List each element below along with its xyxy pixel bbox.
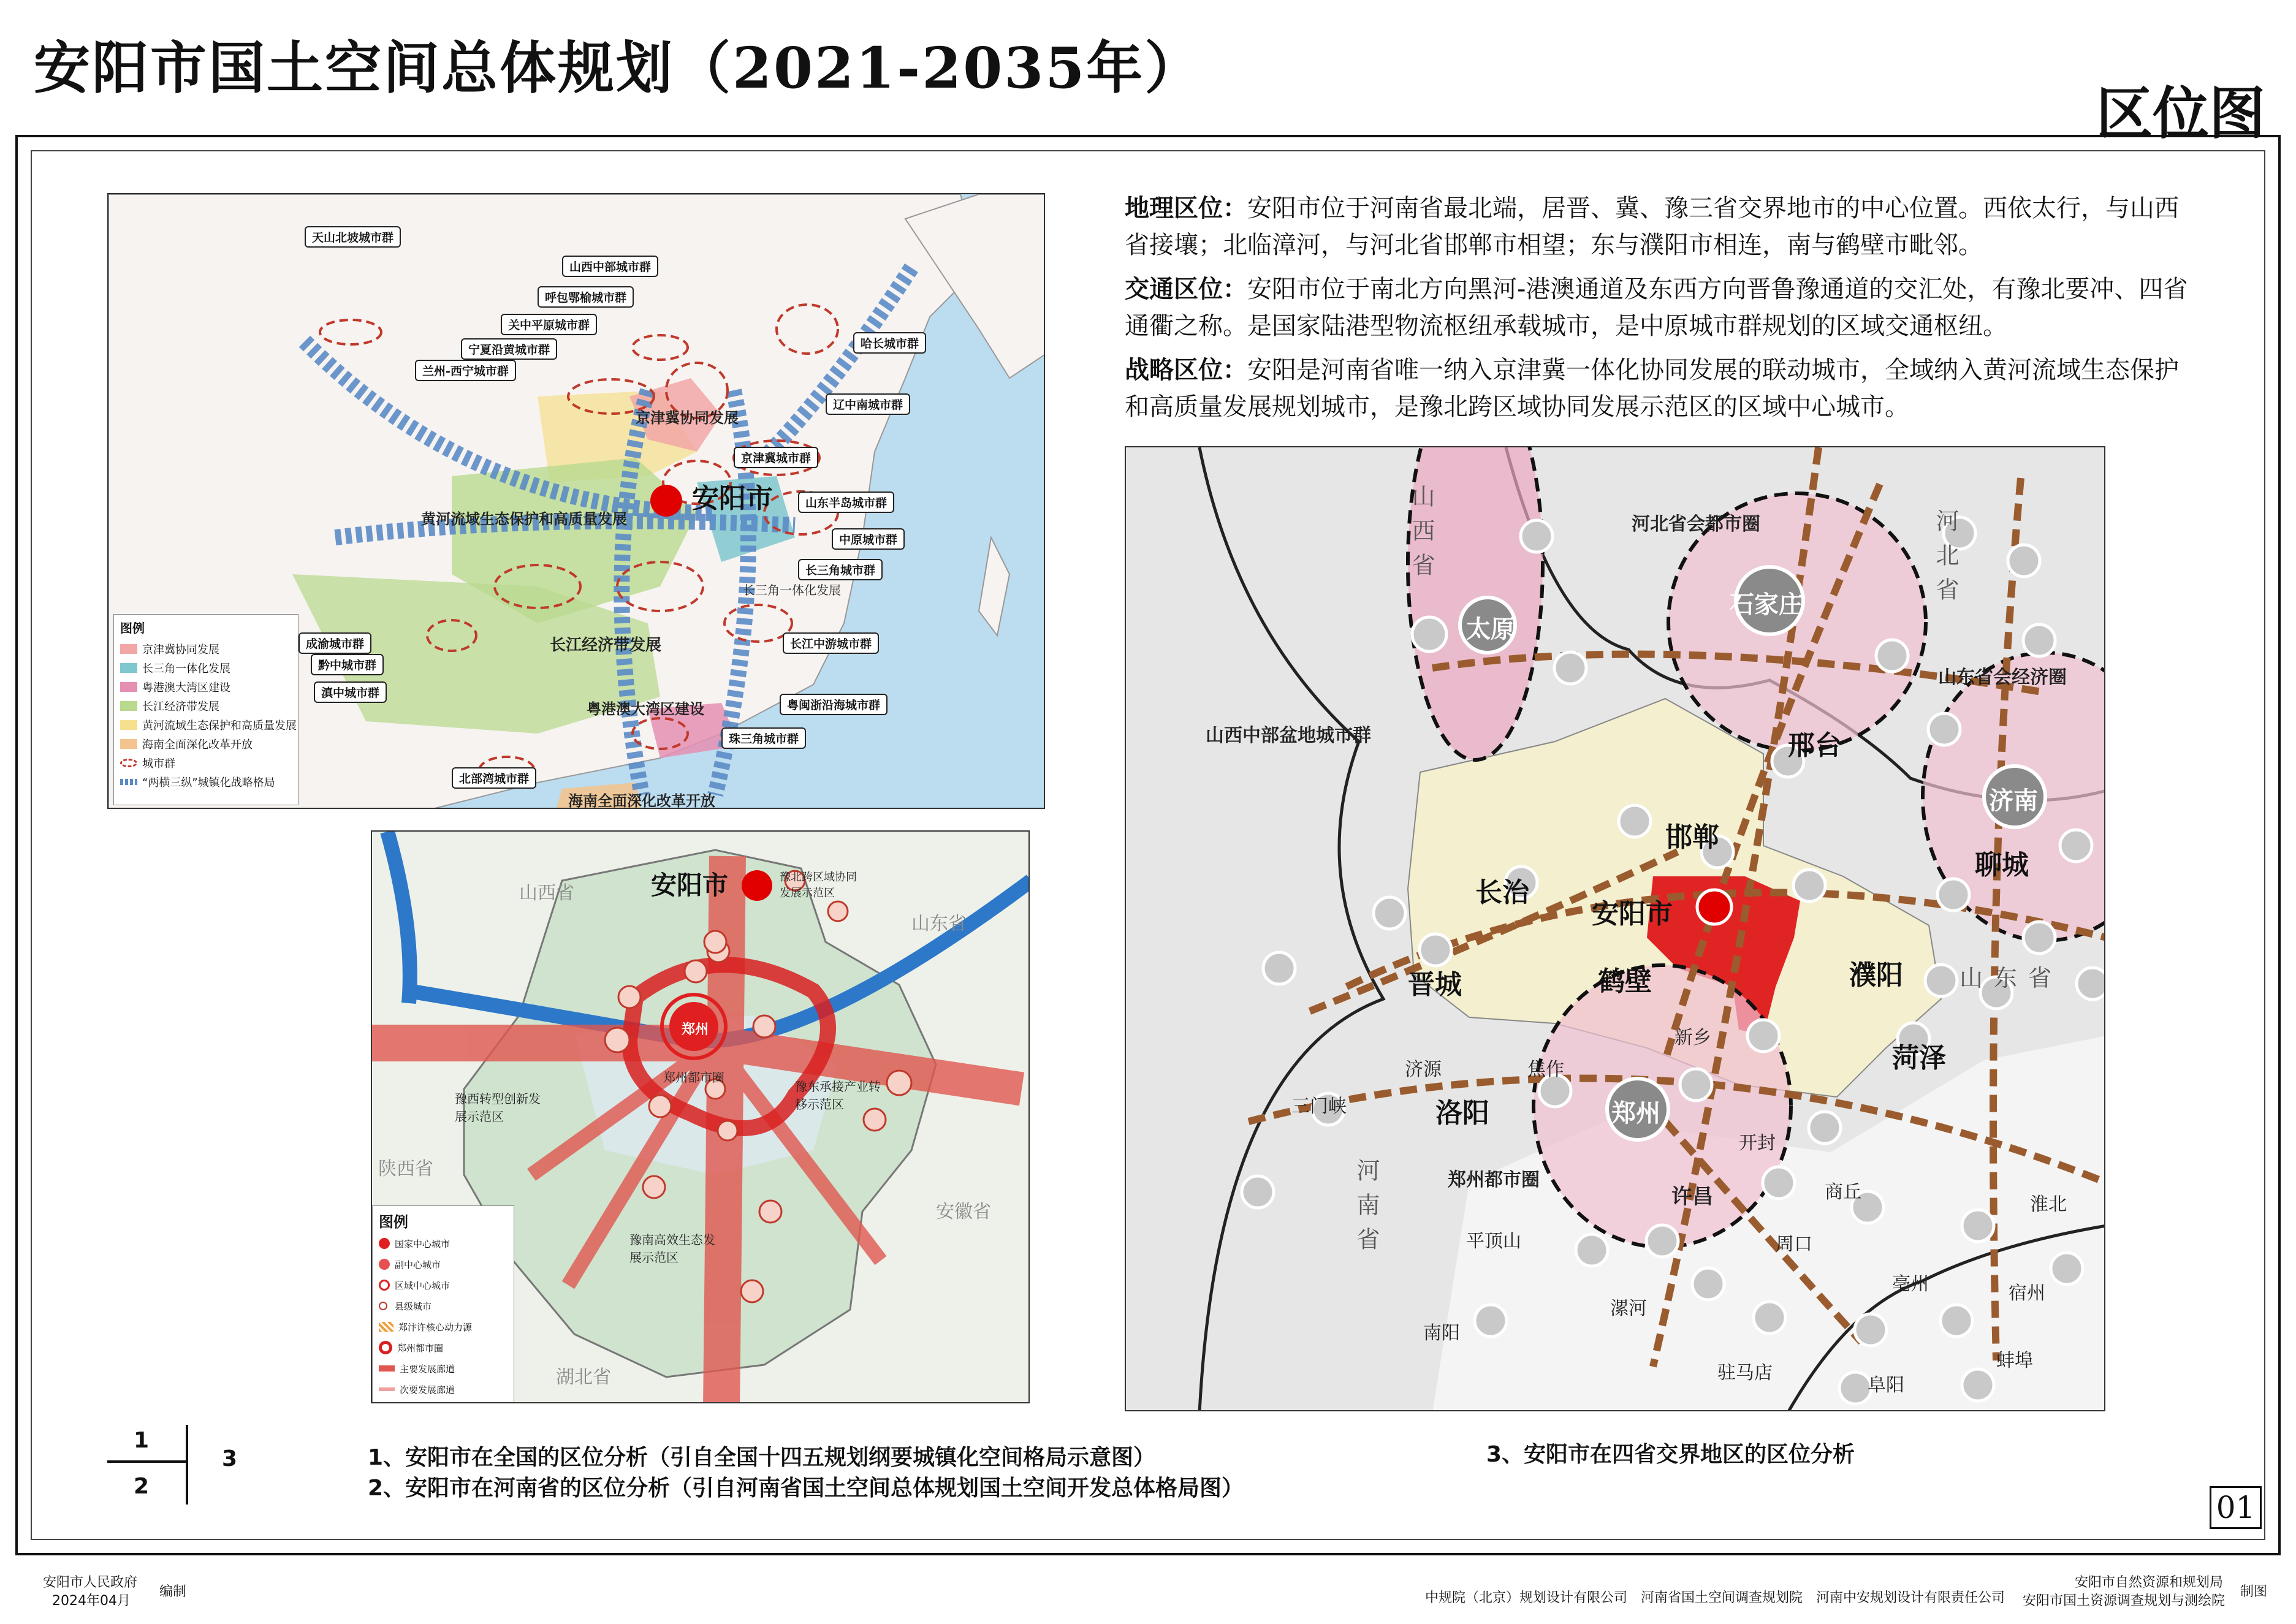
- label-city: 三门峡: [1291, 1096, 1347, 1117]
- label-city: 开封: [1739, 1133, 1776, 1154]
- label-city: 周口: [1776, 1234, 1812, 1255]
- legend-item: 海南全面深化改革开放: [120, 734, 297, 753]
- legend-item: 长江经济带发展: [120, 696, 297, 715]
- tag-city-group: 宁夏沿黄城市群: [461, 338, 557, 360]
- tag-city-group: 珠三角城市群: [721, 727, 806, 749]
- tag-city-group: 长三角城市群: [798, 559, 883, 580]
- footer-compiled: 编制: [159, 1584, 187, 1599]
- label-zz-circle: 郑州都市圈: [1448, 1169, 1540, 1191]
- label-city: 邯郸: [1665, 822, 1719, 853]
- label-zhengzhou: 郑州: [682, 1022, 709, 1038]
- legend-item: 城市群: [120, 753, 297, 772]
- label-province: 山东省: [1960, 965, 2063, 992]
- layout-index-3: 3: [222, 1446, 238, 1471]
- tag-city-group: 呼包鄂榆城市群: [538, 286, 634, 308]
- label-city: 漯河: [1610, 1298, 1647, 1319]
- label-province: 山西省: [519, 882, 574, 904]
- footer-gov: 安阳市人民政府: [43, 1575, 138, 1590]
- label-city: 鹤壁: [1598, 966, 1652, 997]
- geo-text: 安阳市位于河南省最北端，居晋、冀、豫三省交界地市的中心位置。西依太行，与山西省接壤；北临漳河，与河北省邯郸市相望；东与濮阳市相连，南与鹤壁市毗邻。: [1125, 194, 2179, 259]
- label-big-city: 太原: [1466, 615, 1515, 643]
- legend-item: 县级城市: [379, 1296, 472, 1316]
- label-city: 焦作: [1527, 1059, 1564, 1080]
- label-big-city: 郑州: [1611, 1099, 1660, 1128]
- caption-1: 1、安阳市在全国的区位分析（引自全国十四五规划纲要城镇化空间格局示意图）: [368, 1445, 1156, 1470]
- strategy-paragraph: [1125, 352, 2197, 425]
- label-province: 陕西省: [378, 1158, 433, 1180]
- footer-made: 制图: [2240, 1584, 2268, 1599]
- label-west-zone: 豫西转型创新发展示范区: [455, 1091, 541, 1124]
- label-shanxi-basin: 山西中部盆地城市群: [1206, 725, 1371, 746]
- label-province: 河北省: [1932, 509, 1959, 612]
- label-anyang: 安阳市: [651, 870, 729, 900]
- junction-map: [1125, 446, 2105, 1411]
- label-yangtze-delta: 长三角一体化发展: [743, 583, 841, 598]
- page-subtitle: 区位图: [2096, 80, 2265, 146]
- label-city: 阜阳: [1868, 1375, 1904, 1396]
- legend-item: 京津冀协同发展: [120, 639, 297, 658]
- layout-index-lines: [107, 1425, 199, 1508]
- label-yangtze-belt: 长江经济带发展: [550, 636, 662, 655]
- layout-index-1: 1: [134, 1428, 150, 1453]
- tag-city-group: 京津冀城市群: [734, 447, 818, 468]
- national-legend: [113, 614, 298, 805]
- legend-item: 区域中心城市: [379, 1275, 472, 1296]
- label-gba: 粤港澳大湾区建设: [587, 700, 704, 718]
- footer-org2: 安阳市国土资源调查规划与测绘院: [2023, 1593, 2226, 1609]
- label-province: 安徽省: [936, 1201, 991, 1223]
- page-title: 安阳市国土空间总体规划（2021-2035年）: [34, 35, 1203, 101]
- label-province: 山西省: [1408, 484, 1435, 587]
- label-hebei-circle: 河北省会都市圈: [1632, 514, 1760, 535]
- tag-city-group: 辽中南城市群: [826, 393, 910, 415]
- label-south-zone: 豫南高效生态发展示范区: [629, 1232, 715, 1265]
- legend-item: 黄河流域生态保护和高质量发展: [120, 715, 297, 734]
- label-province: 湖北省: [556, 1367, 611, 1388]
- label-city: 济源: [1405, 1059, 1442, 1080]
- label-city: 濮阳: [1849, 960, 1903, 991]
- label-city: 商丘: [1825, 1182, 1861, 1203]
- legend-title: 图例: [379, 1213, 408, 1231]
- label-city: 许昌: [1671, 1185, 1713, 1209]
- label-big-city: 济南: [1989, 787, 2038, 815]
- traffic-paragraph: [1125, 271, 2197, 344]
- label-zz-circle: 郑州都市圈: [663, 1070, 724, 1085]
- legend-item: 国家中心城市: [379, 1233, 472, 1254]
- label-hainan: 海南全面深化改革开放: [568, 792, 715, 809]
- tag-city-group: 山东半岛城市群: [798, 491, 894, 513]
- national-map: [107, 193, 1045, 809]
- tag-city-group: 天山北坡城市群: [305, 226, 401, 248]
- footer-org1: 安阳市自然资源和规划局: [2075, 1575, 2224, 1590]
- tag-city-group: 粤闽浙沿海城市群: [780, 694, 888, 715]
- label-city: 亳州: [1892, 1273, 1929, 1295]
- legend-item: 长三角一体化发展: [120, 658, 297, 677]
- label-east-zone: 豫东承接产业转移示范区: [795, 1079, 881, 1112]
- henan-legend: [372, 1205, 514, 1403]
- layout-index-2: 2: [134, 1474, 150, 1499]
- strategy-text: 安阳是河南省唯一纳入京津冀一体化协同发展的联动城市，全域纳入黄河流域生态保护和高质量发展规划城市，是豫北跨区域协同发展示范区的区域中心城市。: [1125, 356, 2179, 421]
- geo-paragraph: [1125, 190, 2197, 264]
- legend-item: 主要发展廊道: [379, 1358, 472, 1379]
- description-block: [1125, 190, 2197, 425]
- label-city: 蚌埠: [1996, 1350, 2033, 1372]
- label-city: 宿州: [2009, 1283, 2045, 1304]
- legend-item: 副中心城市: [379, 1254, 472, 1275]
- label-city: 菏泽: [1892, 1042, 1946, 1074]
- legend-title: 图例: [120, 621, 145, 636]
- traffic-text: 安阳市位于南北方向黑河-港澳通道及东西方向晋鲁豫通道的交汇处，有豫北要冲、四省通衢之称。是国家陆港型物流枢纽承载城市，是中原城市群规划的区域交通枢纽。: [1125, 275, 2188, 340]
- label-city: 安阳市: [1592, 898, 1673, 930]
- label-city: 新乡: [1674, 1027, 1711, 1049]
- page-number: 01: [2210, 1486, 2262, 1529]
- caption-3: 3、安阳市在四省交界地区的区位分析: [1486, 1442, 1855, 1467]
- label-yellow-river: 黄河流域生态保护和高质量发展: [421, 510, 627, 528]
- tag-city-group: 长江中游城市群: [783, 632, 879, 654]
- legend-item: 郑州都市圈: [379, 1337, 472, 1358]
- label-city: 晋城: [1408, 969, 1462, 1000]
- label-city: 平顶山: [1466, 1231, 1521, 1252]
- legend-item: 次要发展廊道: [379, 1379, 472, 1400]
- legend-item: 郑汴许核心动力源: [379, 1316, 472, 1337]
- strategy-label: 战略区位：: [1125, 356, 1247, 384]
- footer-date: 2024年04月: [52, 1593, 131, 1609]
- label-city: 邢台: [1788, 730, 1842, 761]
- tag-city-group: 兰州-西宁城市群: [415, 360, 516, 381]
- footer-institutes: 中规院（北京）规划设计有限公司 河南省国土空间调查规划院 河南中安规划设计有限责任公司: [1425, 1590, 2005, 1606]
- tag-city-group: 北部湾城市群: [452, 767, 536, 789]
- label-city: 洛阳: [1435, 1098, 1489, 1129]
- tag-city-group: 中原城市群: [832, 528, 905, 550]
- tag-city-group: 黔中城市群: [311, 654, 384, 675]
- label-province: 河南省: [1353, 1158, 1380, 1261]
- tag-city-group: 成渝城市群: [298, 632, 371, 654]
- tag-city-group: 关中平原城市群: [501, 314, 597, 335]
- label-city: 聊城: [1975, 849, 2029, 881]
- label-city: 淮北: [2030, 1194, 2067, 1215]
- label-anyang: 安阳市: [692, 483, 773, 514]
- legend-item: 粤港澳大湾区建设: [120, 677, 297, 696]
- caption-2: 2、安阳市在河南省的区位分析（引自河南省国土空间总体规划国土空间开发总体格局图）: [368, 1476, 1244, 1501]
- traffic-label: 交通区位：: [1125, 275, 1247, 303]
- label-city: 长治: [1475, 877, 1529, 908]
- geo-label: 地理区位：: [1125, 194, 1247, 222]
- label-province: 山东省: [911, 913, 967, 935]
- label-big-city: 石家庄: [1730, 591, 1803, 619]
- tag-city-group: 滇中城市群: [314, 681, 387, 703]
- legend-item: “两横三纵”城镇化战略格局: [120, 772, 297, 791]
- label-jjj: 京津冀协同发展: [636, 409, 739, 427]
- label-city: 驻马店: [1717, 1362, 1773, 1384]
- label-city: 南阳: [1423, 1322, 1460, 1344]
- henan-map: [371, 830, 1030, 1403]
- tag-city-group: 哈长城市群: [853, 332, 926, 354]
- label-shandong-circle: 山东省会经济圈: [1938, 667, 2067, 688]
- tag-city-group: 山西中部城市群: [562, 256, 658, 277]
- label-cross-region: 豫北跨区域协同发展示范区: [780, 871, 857, 900]
